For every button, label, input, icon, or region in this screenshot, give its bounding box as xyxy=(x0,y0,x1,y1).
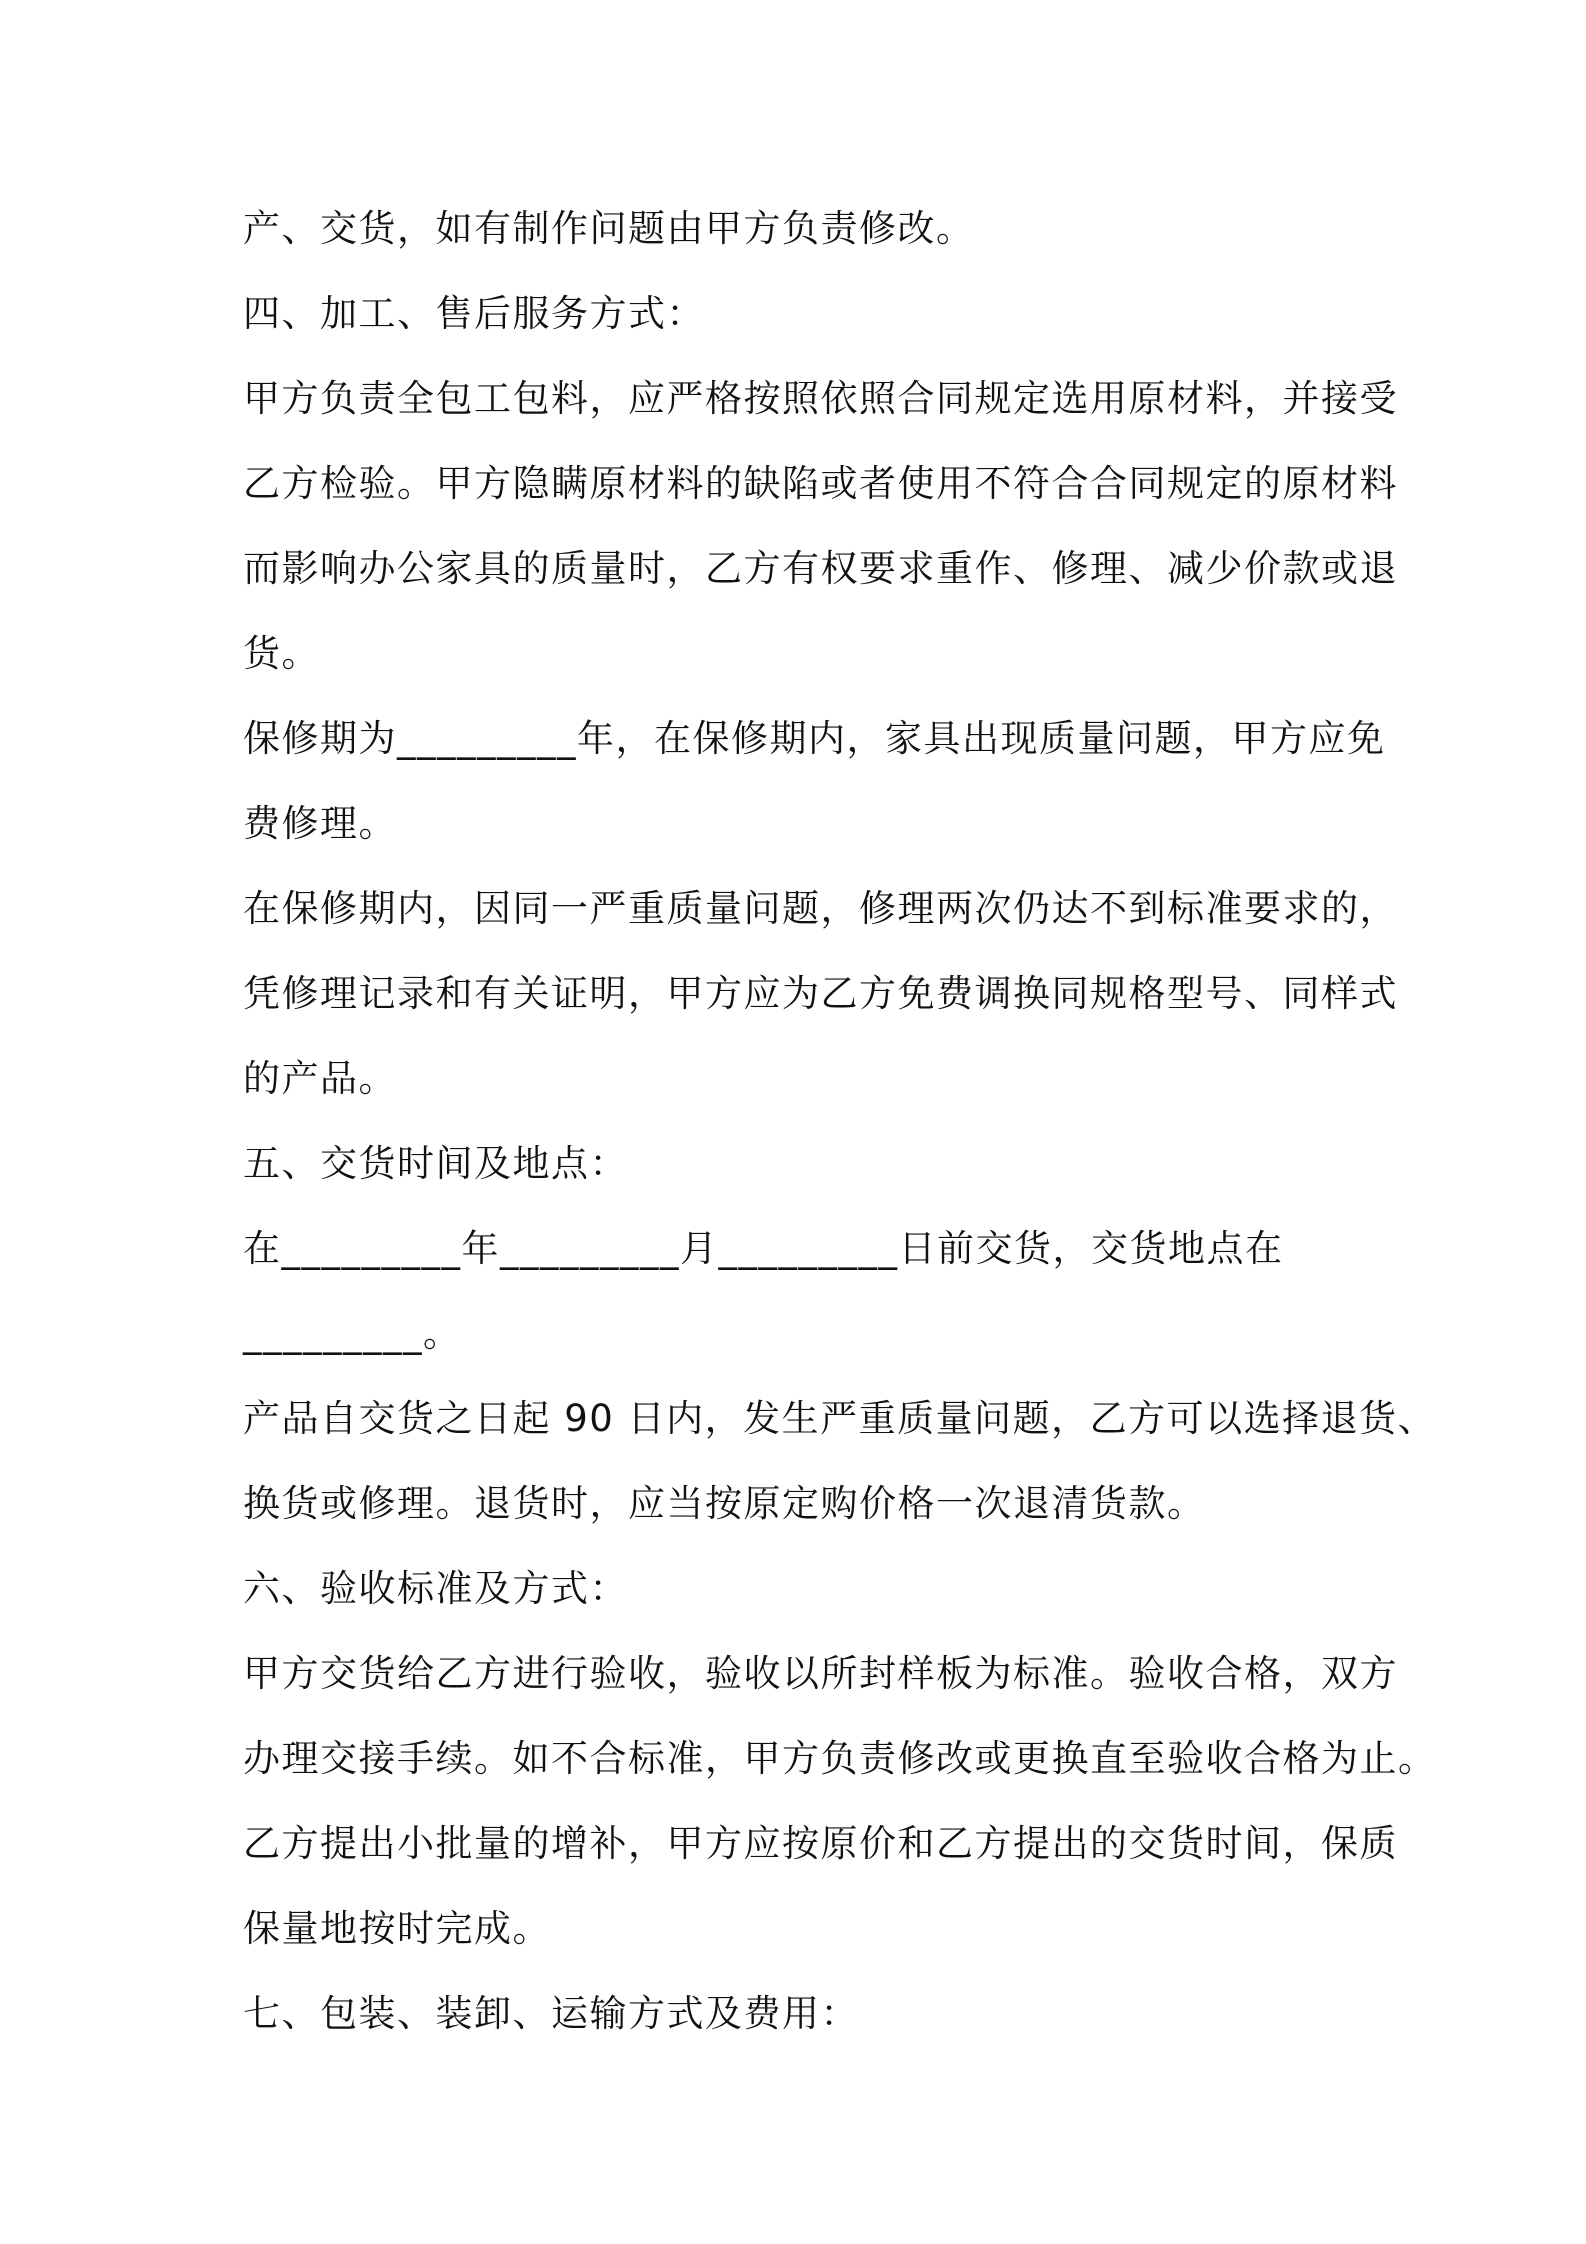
text-line: 甲方交货给乙方进行验收，验收以所封样板为标准。验收合格，双方 xyxy=(243,1652,1398,1695)
text-line: 乙方检验。甲方隐瞒原材料的缺陷或者使用不符合合同规定的原材料 xyxy=(243,462,1398,505)
text-line: 产、交货，如有制作问题由甲方负责修改。 xyxy=(243,207,975,250)
section-heading: 七、包装、装卸、运输方式及费用： xyxy=(243,1992,859,2035)
text-line: 而影响办公家具的质量时，乙方有权要求重作、修理、减少价款或退 xyxy=(243,547,1398,590)
text-line: 在保修期内，因同一严重质量问题，修理两次仍达不到标准要求的， xyxy=(243,887,1398,930)
text-line: 办理交接手续。如不合标准，甲方负责修改或更换直至验收合格为止。 xyxy=(243,1737,1437,1780)
text-line: 在_________年_________月_________日前交货，交货地点在 xyxy=(243,1227,1284,1270)
text-line: 货。 xyxy=(243,632,320,675)
text-line: 换货或修理。退货时，应当按原定购价格一次退清货款。 xyxy=(243,1482,1206,1525)
text-line: 产品自交货之日起 90 日内，发生严重质量问题，乙方可以选择退货、 xyxy=(243,1397,1437,1440)
section-heading: 四、加工、售后服务方式： xyxy=(243,292,705,335)
text-line: 的产品。 xyxy=(243,1057,397,1100)
text-line: _________。 xyxy=(243,1312,462,1355)
text-line: 保量地按时完成。 xyxy=(243,1907,551,1950)
section-heading: 六、验收标准及方式： xyxy=(243,1567,628,1610)
text-line: 保修期为_________年，在保修期内，家具出现质量问题，甲方应免 xyxy=(243,717,1386,760)
text-line: 费修理。 xyxy=(243,802,397,845)
section-heading: 五、交货时间及地点： xyxy=(243,1142,628,1185)
text-line: 乙方提出小批量的增补，甲方应按原价和乙方提出的交货时间，保质 xyxy=(243,1822,1398,1865)
document-page xyxy=(243,198,1437,2068)
text-line: 甲方负责全包工包料，应严格按照依照合同规定选用原材料，并接受 xyxy=(243,377,1398,420)
text-line: 凭修理记录和有关证明，甲方应为乙方免费调换同规格型号、同样式 xyxy=(243,972,1398,1015)
